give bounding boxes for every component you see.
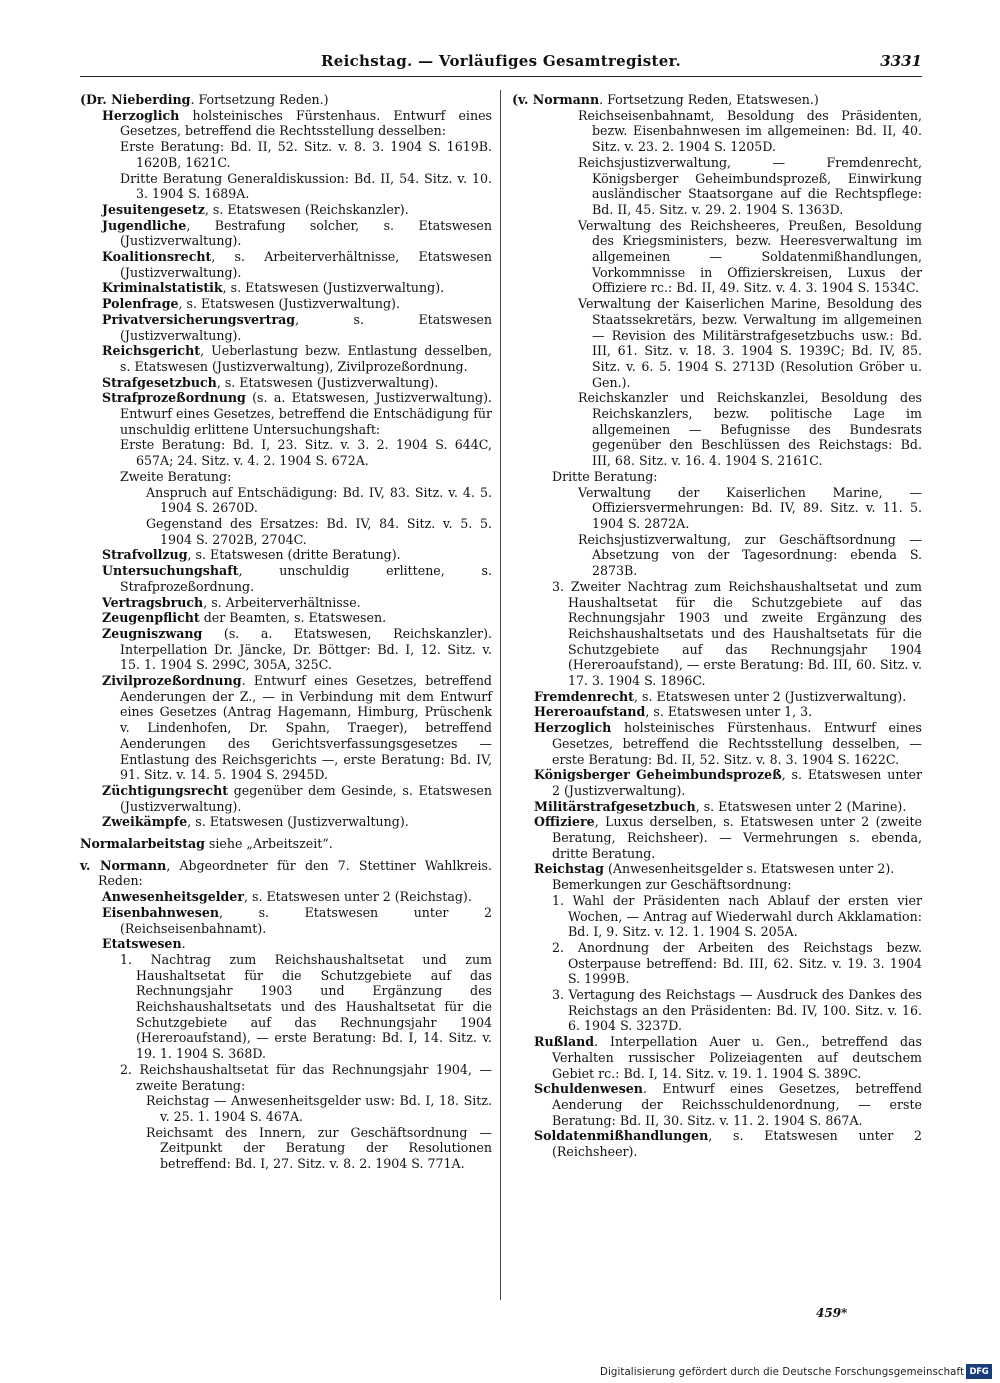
entry-keyword: Rußland [534,1034,595,1050]
index-entry: Jesuitengesetz, s. Etatswesen (Reichskanzler). [102,201,409,217]
entry-keyword: Strafgesetzbuch [102,374,217,390]
entry-keyword: Fremdenrecht [534,688,634,704]
page-number: 3331 [880,52,922,70]
index-entry: Polenfrage, s. Etatswesen (Justizverwaltung). [102,296,400,312]
entry-keyword: Königsberger Geheimbundsprozeß [534,767,782,783]
index-entry: 3. Vertagung des Reichstags — Ausdruck des Dankes des Reichstags an den Präsidenten: Bd. IV, 100. Sitz. v. 16. 6. 1904 S. 3237D. [552,987,922,1034]
index-entry: Verwaltung des Reichsheeres, Preußen, Besoldung des Kriegsministers, bezw. Heeresverwaltung im allgemeinen — Soldatenmißhandlungen, Vorkommnisse in Offizierskreisen, Luxus der Offiziere rc.: Bd. II, 49. Sitz. v. 4. 3. 1904 S. 1534C. [578,217,922,296]
index-entry: Kriminalstatistik, s. Etatswesen (Justizverwaltung). [102,280,445,296]
index-entry: Vertragsbruch, s. Arbeiterverhältnisse. [102,594,361,610]
index-entry: Reichsgericht, Ueberlastung bezw. Entlastung desselben, s. Etatswesen (Justizverwaltung), Zivilprozeßordnung. [102,343,492,374]
index-entry: Strafprozeßordnung (s. a. Etatswesen, Justizverwaltung). Entwurf eines Gesetzes, betreffend die Entschädigung für unschuldig erlittene Untersuchungshaft: [102,390,492,437]
dfg-logo-text: DFG [969,1366,989,1377]
entry-keyword: Reichsgericht [102,343,201,359]
index-entry: Gegenstand des Ersatzes: Bd. IV, 84. Sitz. v. 5. 5. 1904 S. 2702B, 2704C. [146,515,492,547]
entry-keyword: Zeugenpflicht [102,610,200,626]
column-divider [500,90,501,1300]
index-entry: Schuldenwesen. Entwurf eines Gesetzes, betreffend Aenderung der Reichsschuldenordnung, — erste Beratung: Bd. II, 30. Sitz. v. 11. 2. 1904 S. 867A. [534,1081,922,1128]
entry-keyword: Etatswesen [102,936,182,952]
index-entry: Zivilprozeßordnung. Entwurf eines Gesetzes, betreffend Aenderungen der Z., — in Verbindung mit dem Entwurf eines Gesetzes (Antrag Hagemann, Himburg, Prüschenk v. Lindenhofen, Dr. Spahn, Traeger), betreffend Aenderungen des Gerichtsverfassungsgesetzes — Entlastung des Reichsgerichts —, erste Beratung: Bd. IV, 91. Sitz. v. 14. 5. 1904 S. 2945D. [102,673,492,783]
index-entry: Reichskanzler und Reichskanzlei, Besoldung des Reichskanzlers, bezw. politische Lage im allgemeinen — Befugnisse des Bundesrats gegenüber den Beschlüssen des Reichstags: Bd. III, 68. Sitz. v. 16. 4. 1904 S. 2161C. [578,390,922,469]
index-entry: Reichsjustizverwaltung, zur Geschäftsordnung — Absetzung von der Tagesordnung: ebenda S. 2873B. [578,531,922,579]
index-entry: Strafvollzug, s. Etatswesen (dritte Beratung). [102,547,401,563]
entry-keyword: Jugendliche [102,217,187,233]
index-entry: Zeugniszwang (s. a. Etatswesen, Reichskanzler). Interpellation Dr. Jäncke, Dr. Böttger: Bd. I, 12. Sitz. v. 15. 1. 1904 S. 299C, 305A, 325C. [102,625,492,673]
entry-keyword: Jesuitengesetz [102,201,205,217]
index-entry: Koalitionsrecht, s. Arbeiterverhältnisse, Etatswesen (Justizverwaltung). [102,249,492,280]
index-entry: Zeugenpflicht der Beamten, s. Etatswesen. [102,610,387,626]
index-entry: Jugendliche, Bestrafung solcher, s. Etatswesen (Justizverwaltung). [102,217,492,249]
entry-keyword: Schuldenwesen [534,1081,643,1097]
index-entry: (v. Normann. Fortsetzung Reden, Etatswesen.) [512,92,819,107]
entry-keyword: Strafvollzug [102,547,188,563]
index-entry: Zweite Beratung: [120,468,232,484]
index-entry: Herzoglich holsteinisches Fürstenhaus. Entwurf eines Gesetzes, betreffend die Rechtsstellung desselben: [102,107,492,139]
left-column [80,92,492,1172]
entry-keyword: Anwesenheitsgelder [102,889,244,905]
index-entry: Verwaltung der Kaiserlichen Marine, Besoldung des Staatssekretärs, bezw. Verwaltung im allgemeinen — Revision des Militärstrafgesetzbuchs usw.: Bd. III, 61. Sitz. v. 18. 3. 1904 S. 1939C; Bd. IV, 85. Sitz. v. 6. 5. 1904 S. 2713D (Resolution Gröber u. Gen.). [578,296,922,390]
entry-keyword: Kriminalstatistik [102,280,223,296]
entry-keyword: Züchtigungsrecht [102,782,229,798]
index-entry: Etatswesen. [102,936,186,952]
entry-keyword: Herzoglich [534,720,612,736]
index-entry: Hereroaufstand, s. Etatswesen unter 1, 3. [534,704,813,720]
entry-keyword: Zeugniszwang [102,625,203,641]
index-entry: Königsberger Geheimbundsprozeß, s. Etatswesen unter 2 (Justizverwaltung). [534,767,922,798]
header-rule [80,76,922,77]
entry-keyword: Polenfrage [102,296,179,312]
index-entry: Reichstag — Anwesenheitsgelder usw: Bd. I, 18. Sitz. v. 25. 1. 1904 S. 467A. [146,1093,492,1124]
index-entry: 1. Nachtrag zum Reichshaushaltsetat und zum Haushaltsetat für die Schutzgebiete auf das Rechnungsjahr 1903 und Ergänzung des Reichshaushaltsetats und des Haushaltsetat für die Schutzgebiete auf das Rechnungsjahr 1904 (Hereroaufstand), — erste Beratung: Bd. I, 14. Sitz. v. 19. 1. 1904 S. 368D. [120,951,492,1062]
index-entry: Militärstrafgesetzbuch, s. Etatswesen unter 2 (Marine). [534,798,907,814]
entry-keyword: Militärstrafgesetzbuch [534,798,696,814]
entry-keyword: Normalarbeitstag [80,836,205,852]
entry-keyword: Privatversicherungsvertrag [102,311,296,327]
index-entry: 1. Wahl der Präsidenten nach Ablauf der ersten vier Wochen, — Antrag auf Wiederwahl durch Akklamation: Bd. I, 9. Sitz. v. 12. 1. 1904 S. 205A. [552,892,922,940]
entry-keyword: Zweikämpfe [102,814,188,830]
index-entry: Herzoglich holsteinisches Fürstenhaus. Entwurf eines Gesetzes, betreffend die Rechtsstellung desselben, — erste Beratung: Bd. II, 52. Sitz. v. 8. 3. 1904 S. 1622C. [534,720,922,767]
index-entry: Privatversicherungsvertrag, s. Etatswesen (Justizverwaltung). [102,311,492,343]
entry-keyword: Herzoglich [102,107,180,123]
index-entry: 3. Zweiter Nachtrag zum Reichshaushaltsetat und zum Haushaltsetat für die Schutzgebiete auf das Rechnungsjahr 1903 und zweite Ergänzung des Reichshaushaltsetats und des Haushaltsetats für die Schutzgebiete auf das Rechnungsjahr 1904 (Hereroaufstand), — erste Beratung: Bd. III, 60. Sitz. v. 17. 3. 1904 S. 1896C. [552,578,922,689]
index-entry: (Dr. Nieberding. Fortsetzung Reden.) [80,92,329,107]
entry-keyword: v. Normann [80,857,167,873]
entry-keyword: Soldatenmißhandlungen [534,1128,709,1144]
index-entry: Rußland. Interpellation Auer u. Gen., betreffend das Verhalten russischer Polizeiagenten auf deutschem Gebiet rc.: Bd. I, 14. Sitz. v. 19. 1. 1904 S. 389C. [534,1034,922,1081]
index-entry: Normalarbeitstag siehe „Arbeitszeit“. [80,836,333,852]
page-header [80,52,922,76]
footer-credit: Digitalisierung gefördert durch die Deutsche Forschungsgemeinschaft [600,1367,965,1378]
entry-keyword: Vertragsbruch [102,594,204,610]
index-entry: Fremdenrecht, s. Etatswesen unter 2 (Justizverwaltung). [534,688,907,704]
index-entry: Reichseisenbahnamt, Besoldung des Präsidenten, bezw. Eisenbahnwesen im allgemeinen: Bd. II, 40. Sitz. v. 23. 2. 1904 S. 1205D. [578,107,922,155]
entry-keyword: (v. Normann [512,92,600,107]
entry-keyword: Koalitionsrecht [102,249,212,265]
entry-keyword: Zivilprozeßordnung [102,673,242,689]
index-entry: Verwaltung der Kaiserlichen Marine, — Offiziersvermehrungen: Bd. IV, 89. Sitz. v. 11. 5. 1904 S. 2872A. [578,484,922,531]
entry-keyword: Hereroaufstand [534,704,646,720]
index-entry: Reichsamt des Innern, zur Geschäftsordnung — Zeitpunkt der Beratung der Resolutionen betreffend: Bd. I, 27. Sitz. v. 8. 2. 1904 S. 771A. [146,1124,492,1172]
index-entry: Reichstag (Anwesenheitsgelder s. Etatswesen unter 2). [534,861,895,877]
index-entry: Eisenbahnwesen, s. Etatswesen unter 2 (Reichseisenbahnamt). [102,904,492,936]
index-entry: v. Normann, Abgeordneter für den 7. Stettiner Wahlkreis. Reden: [80,857,493,889]
entry-keyword: Reichstag [534,861,604,877]
index-entry: Erste Beratung: Bd. I, 23. Sitz. v. 3. 2. 1904 S. 644C, 657A; 24. Sitz. v. 4. 2. 1904 S. 672A. [120,437,492,469]
right-column [512,92,922,1160]
index-entry: Offiziere, Luxus derselben, s. Etatswesen unter 2 (zweite Beratung, Reichsheer). — Vermehrungen s. ebenda, dritte Beratung. [534,814,922,861]
entry-keyword: Untersuchungshaft [102,563,239,579]
index-entry: 2. Anordnung der Arbeiten des Reichstags bezw. Osterpause betreffend: Bd. III, 62. Sitz. v. 19. 3. 1904 S. 1999B. [552,939,922,987]
index-entry: Reichsjustizverwaltung, — Fremdenrecht, Königsberger Geheimbundsprozeß, Einwirkung ausländischer Staatsorgane auf die Rechtspflege: Bd. II, 45. Sitz. v. 29. 2. 1904 S. 1363D. [578,154,922,217]
index-entry: Bemerkungen zur Geschäftsordnung: [552,877,792,893]
index-entry: Anwesenheitsgelder, s. Etatswesen unter 2 (Reichstag). [102,889,472,905]
index-entry: Strafgesetzbuch, s. Etatswesen (Justizverwaltung). [102,374,439,390]
entry-keyword: Eisenbahnwesen [102,904,220,920]
dfg-logo [966,1364,992,1379]
index-entry: 2. Reichshaushaltsetat für das Rechnungsjahr 1904, — zweite Beratung: [120,1061,492,1093]
signature-mark: 459* [816,1306,848,1320]
index-entry: Dritte Beratung Generaldiskussion: Bd. II, 54. Sitz. v. 10. 3. 1904 S. 1689A. [120,170,492,202]
index-entry: Anspruch auf Entschädigung: Bd. IV, 83. Sitz. v. 4. 5. 1904 S. 2670D. [146,484,492,516]
index-entry: Dritte Beratung: [552,468,658,484]
index-entry: Züchtigungsrecht gegenüber dem Gesinde, s. Etatswesen (Justizverwaltung). [102,782,492,814]
index-entry: Erste Beratung: Bd. II, 52. Sitz. v. 8. 3. 1904 S. 1619B. 1620B, 1621C. [120,139,492,170]
index-entry: Zweikämpfe, s. Etatswesen (Justizverwaltung). [102,814,409,830]
index-entry: Soldatenmißhandlungen, s. Etatswesen unter 2 (Reichsheer). [534,1128,922,1160]
index-entry: Untersuchungshaft, unschuldig erlittene, s. Strafprozeßordnung. [102,563,492,594]
running-title: Reichstag. — Vorläufiges Gesamtregister. [321,52,681,70]
entry-keyword: (Dr. Nieberding [80,92,191,107]
entry-keyword: Offiziere [534,814,595,830]
entry-keyword: Strafprozeßordnung [102,390,246,406]
